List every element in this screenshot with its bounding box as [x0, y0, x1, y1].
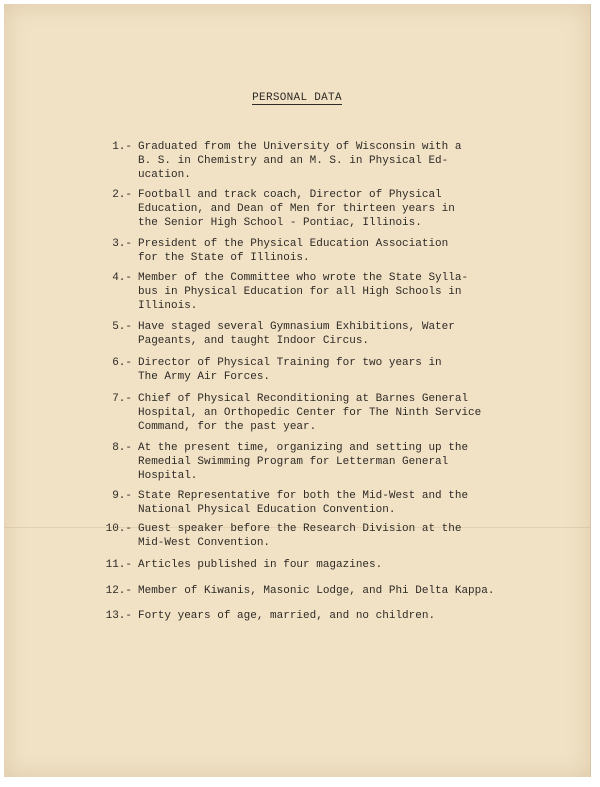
item-line: President of the Physical Education Association [138, 238, 449, 250]
item-line: Guest speaker before the Research Division at the [138, 523, 462, 535]
item-text [138, 320, 508, 348]
item-line: the Senior High School - Pontiac, Illinois. [138, 217, 422, 229]
item-line: National Physical Education Convention. [138, 504, 396, 516]
item-number: 2.- [112, 189, 132, 201]
item-line: Education, and Dean of Men for thirteen years in [138, 203, 455, 215]
item-line: The Army Air Forces. [138, 371, 271, 383]
item-number: 10.- [105, 523, 132, 535]
item-line: Command, for the past year. [138, 421, 317, 433]
item-text [138, 609, 508, 623]
item-line: Remedial Swimming Program for Letterman General [138, 456, 449, 468]
item-number: 6.- [112, 357, 132, 369]
item-line: Pageants, and taught Indoor Circus. [138, 335, 370, 347]
item-text [138, 558, 508, 572]
item-line: Mid-West Convention. [138, 537, 271, 549]
item-line: Football and track coach, Director of Physical [138, 189, 442, 201]
item-number: 8.- [112, 442, 132, 454]
item-line: B. S. in Chemistry and an M. S. in Physical Ed- [138, 155, 449, 167]
item-number: 7.- [112, 393, 132, 405]
item-number: 1.- [112, 141, 132, 153]
item-number: 12.- [105, 585, 132, 597]
item-line: Articles published in four magazines. [138, 559, 383, 571]
item-line: bus in Physical Education for all High Schools in [138, 286, 462, 298]
item-line: Director of Physical Training for two years in [138, 357, 442, 369]
item-text [138, 188, 508, 230]
item-text [138, 522, 508, 550]
item-text [138, 441, 508, 483]
item-text [138, 140, 508, 182]
item-line: Have staged several Gymnasium Exhibitions, Water [138, 321, 455, 333]
item-text [138, 392, 508, 434]
item-number: 4.- [112, 272, 132, 284]
document-title-text: PERSONAL DATA [252, 92, 342, 104]
item-number: 3.- [112, 238, 132, 250]
item-line: At the present time, organizing and setting up the [138, 442, 469, 454]
document-title [4, 92, 590, 104]
item-line: Graduated from the University of Wisconsin with a [138, 141, 462, 153]
item-line: State Representative for both the Mid-West and the [138, 490, 469, 502]
item-number: 5.- [112, 321, 132, 333]
item-number: 11.- [105, 559, 132, 571]
item-line: for the State of Illinois. [138, 252, 310, 264]
item-text [138, 489, 508, 517]
item-line: Hospital, an Orthopedic Center for The Ninth Service [138, 407, 482, 419]
item-line: ucation. [138, 169, 191, 181]
item-line: Forty years of age, married, and no children. [138, 610, 436, 622]
item-line: Member of Kiwanis, Masonic Lodge, and Phi Delta Kappa. [138, 585, 495, 597]
item-line: Hospital. [138, 470, 198, 482]
item-number: 13.- [105, 610, 132, 622]
document-page [4, 4, 591, 777]
item-text [138, 271, 508, 313]
item-number: 9.- [112, 490, 132, 502]
item-line: Illinois. [138, 300, 198, 312]
item-text [138, 584, 508, 598]
item-line: Chief of Physical Reconditioning at Barnes General [138, 393, 469, 405]
item-line: Member of the Committee who wrote the State Sylla- [138, 272, 469, 284]
item-text [138, 356, 508, 384]
item-text [138, 237, 508, 265]
